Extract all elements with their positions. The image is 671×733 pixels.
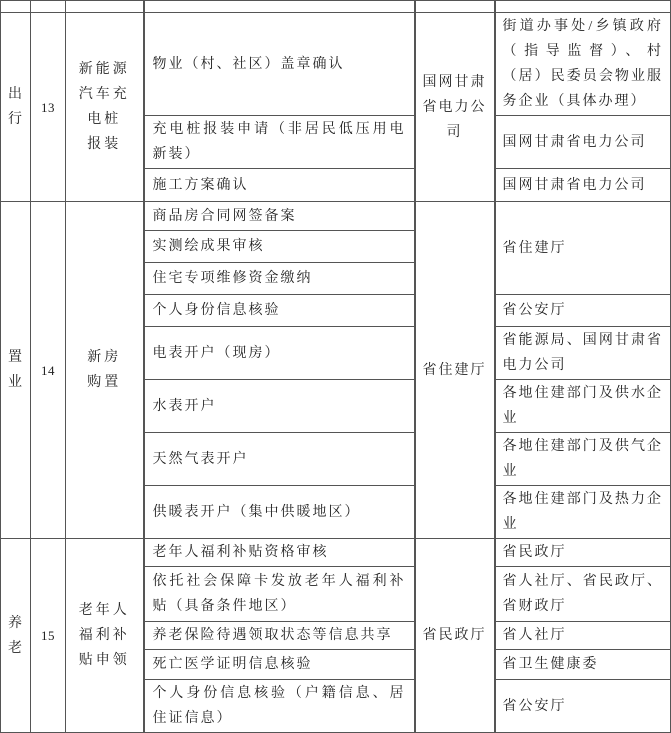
responsible-org-cell: 省住建厅 [415, 202, 495, 539]
category-cell: 置业 [1, 202, 31, 539]
sub-item-cell: 实测绘成果审核 [144, 231, 415, 263]
service-name-cell: 老年人福利补贴申领 [66, 539, 144, 733]
sub-item-cell-empty [144, 1, 415, 13]
sub-item-cell: 死亡医学证明信息核验 [144, 650, 415, 680]
sub-item-cell: 供暖表开户（集中供暖地区） [144, 486, 415, 539]
responsible-org-cell-empty [415, 1, 495, 13]
responsible-org-cell: 国网甘肃省电力公司 [415, 13, 495, 202]
sub-item-cell: 住宅专项维修资金缴纳 [144, 263, 415, 295]
index-cell: 15 [31, 539, 66, 733]
handling-dept-cell: 省人社厅 [495, 622, 671, 650]
handling-dept-cell: 各地住建部门及供气企业 [495, 433, 671, 486]
handling-dept-cell: 各地住建部门及供水企业 [495, 380, 671, 433]
handling-dept-cell: 各地住建部门及热力企业 [495, 486, 671, 539]
sub-item-cell: 个人身份信息核验（户籍信息、居住证信息） [144, 680, 415, 733]
service-name-cell: 新能源汽车充电桩报装 [66, 13, 144, 202]
handling-dept-cell: 省能源局、国网甘肃省电力公司 [495, 327, 671, 380]
handling-dept-cell: 省公安厅 [495, 680, 671, 733]
index-cell: 13 [31, 13, 66, 202]
partial-row [1, 1, 671, 13]
sub-item-cell: 天然气表开户 [144, 433, 415, 486]
sub-item-cell: 施工方案确认 [144, 169, 415, 202]
category-cell-empty [1, 1, 31, 13]
sub-item-cell: 依托社会保障卡发放老年人福利补贴（具备条件地区） [144, 567, 415, 622]
handling-dept-cell: 省人社厅、省民政厅、省财政厅 [495, 567, 671, 622]
sub-item-cell: 电表开户（现房） [144, 327, 415, 380]
handling-dept-cell: 省卫生健康委 [495, 650, 671, 680]
category-cell: 出行 [1, 13, 31, 202]
sub-item-cell: 物业（村、社区）盖章确认 [144, 13, 415, 116]
category-cell: 养老 [1, 539, 31, 733]
sub-item-cell: 养老保险待遇领取状态等信息共享 [144, 622, 415, 650]
sub-item-cell: 个人身份信息核验 [144, 295, 415, 327]
handling-dept-cell: 国网甘肃省电力公司 [495, 169, 671, 202]
service-name-cell: 新房购置 [66, 202, 144, 539]
sub-item-cell: 充电桩报装申请（非居民低压用电新装） [144, 116, 415, 169]
table-row [1, 202, 671, 231]
responsible-org-cell: 省民政厅 [415, 539, 495, 733]
handling-dept-cell-empty [495, 1, 671, 13]
handling-dept-cell: 国网甘肃省电力公司 [495, 116, 671, 169]
handling-dept-cell: 省公安厅 [495, 295, 671, 327]
handling-dept-cell: 街道办事处/乡镇政府（指导监督）、村（居）民委员会物业服务企业（具体办理） [495, 13, 671, 116]
handling-dept-cell: 省民政厅 [495, 539, 671, 567]
index-cell: 14 [31, 202, 66, 539]
table-row [1, 13, 671, 116]
table-row [1, 539, 671, 567]
sub-item-cell: 水表开户 [144, 380, 415, 433]
sub-item-cell: 商品房合同网签备案 [144, 202, 415, 231]
index-cell-empty [31, 1, 66, 13]
handling-dept-cell: 省住建厅 [495, 202, 671, 295]
sub-item-cell: 老年人福利补贴资格审核 [144, 539, 415, 567]
service-name-cell-empty [66, 1, 144, 13]
